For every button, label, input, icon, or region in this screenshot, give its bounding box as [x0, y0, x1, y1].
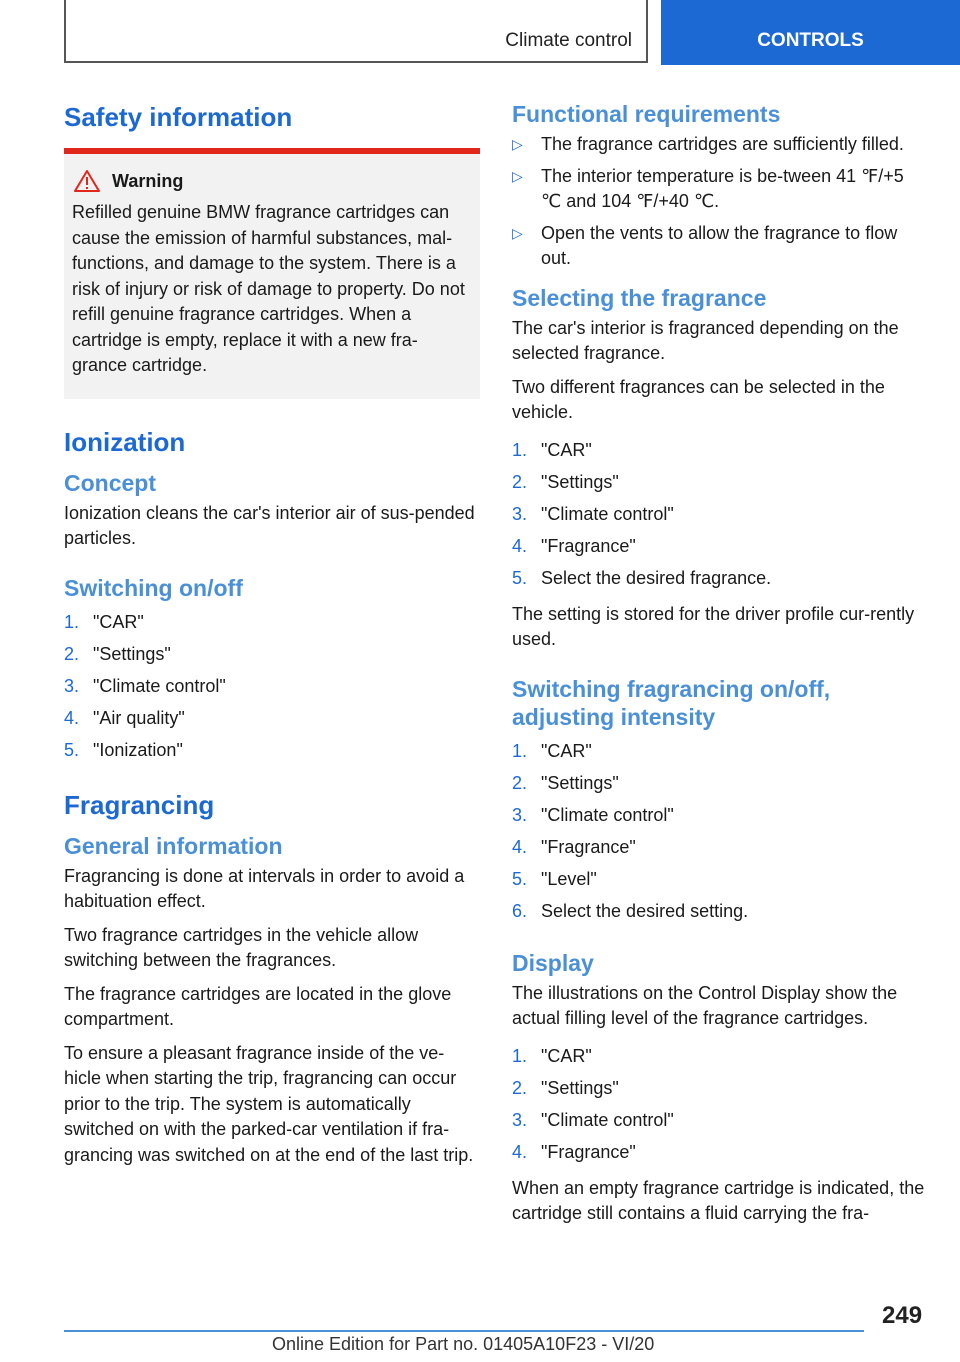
- list-item: 1. "CAR": [512, 439, 592, 460]
- list-item: 4. "Fragrance": [512, 836, 636, 857]
- list-item: ▷ Open the vents to allow the fragrance to flow out.: [512, 221, 927, 272]
- list-item: 1. "CAR": [512, 740, 592, 761]
- triangle-bullet-icon: ▷: [512, 136, 523, 152]
- list-item: 4. "Fragrance": [512, 1141, 636, 1162]
- warning-text: Refilled genuine BMW fragrance cartridges can cause the emission of harmful substances, mal-functions, and damage to the system. There is a risk of injury or risk of damage to property. Do not refill genuine fragrance cartridges. When a cartridge is empty, replace it with a new fra-grance cartridge.: [72, 202, 465, 375]
- list-item: ▷ The interior temperature is be-tween 41 ℉/+5 ℃ and 104 ℉/+40 ℃.: [512, 164, 927, 215]
- list-item: 3. "Climate control": [512, 1109, 674, 1130]
- warning-triangle-icon: [74, 170, 100, 192]
- general-heading: General information: [64, 832, 283, 859]
- general-text-2: Two fragrance cartridges in the vehicle allow switching between the fragrances.: [64, 924, 419, 970]
- concept-text: Ionization cleans the car's interior air of sus-pended particles.: [64, 502, 475, 548]
- edition-text: Online Edition for Part no. 01405A10F23 - VI/20: [272, 1334, 655, 1354]
- list-item: 5. "Level": [512, 868, 597, 889]
- left-column: [64, 100, 480, 1176]
- list-item: 3. "Climate control": [512, 804, 674, 825]
- list-item: ▷ The fragrance cartridges are sufficiently filled.: [512, 132, 927, 158]
- list-item: 1. "CAR": [64, 611, 144, 632]
- switching-heading: Switching on/off: [64, 574, 243, 601]
- select-text-1: The car's interior is fragranced depending on the selected fragrance.: [512, 317, 899, 363]
- list-item: 3. "Climate control": [64, 675, 226, 696]
- list-item: 6. Select the desired setting.: [512, 900, 749, 921]
- intensity-steps: [512, 735, 927, 927]
- header-frame: [64, 0, 648, 63]
- list-item: 2. "Settings": [512, 772, 619, 793]
- general-text-3: The fragrance cartridges are located in the glove compartment.: [64, 983, 452, 1029]
- select-text-2: Two different fragrances can be selected in the vehicle.: [512, 376, 885, 422]
- header-title: Climate control: [505, 30, 632, 51]
- switching-steps: [64, 606, 480, 766]
- intensity-heading: Switching fragrancing on/off, adjusting intensity: [512, 675, 831, 730]
- list-item: 5. Select the desired fragrance.: [512, 567, 772, 588]
- general-text-4: To ensure a pleasant fragrance inside of the ve-hicle when starting the trip, fragrancing can occur prior to the trip. The system is automatically switched on with the parked-car ventilation if fra-grancing was switched on at the end of the last trip.: [64, 1042, 474, 1165]
- warning-box: [64, 148, 480, 399]
- list-item: 3. "Climate control": [512, 503, 674, 524]
- general-text-1: Fragrancing is done at intervals in order to avoid a habituation effect.: [64, 865, 465, 911]
- list-item: 1. "CAR": [512, 1045, 592, 1066]
- list-item: 2. "Settings": [512, 1077, 619, 1098]
- requirements-list: [512, 132, 927, 272]
- select-text-3: The setting is stored for the driver profile cur-rently used.: [512, 603, 915, 649]
- safety-heading: Safety information: [64, 102, 293, 132]
- display-steps: [512, 1040, 927, 1168]
- list-item: 4. "Air quality": [64, 707, 185, 728]
- triangle-bullet-icon: ▷: [512, 224, 523, 241]
- list-item: 2. "Settings": [512, 471, 619, 492]
- list-item: 4. "Fragrance": [512, 535, 636, 556]
- right-column: [512, 100, 927, 1235]
- list-item: 2. "Settings": [64, 643, 171, 664]
- select-steps: [512, 434, 927, 594]
- selecting-heading: Selecting the fragrance: [512, 284, 767, 311]
- display-heading: Display: [512, 949, 594, 976]
- list-item: 5. "Ionization": [64, 739, 183, 760]
- ionization-heading: Ionization: [64, 426, 186, 457]
- triangle-bullet-icon: ▷: [512, 167, 523, 184]
- footer-divider: [64, 1330, 864, 1332]
- display-text-2: When an empty fragrance cartridge is indicated, the cartridge still contains a fluid carrying the fra-: [512, 1177, 925, 1223]
- page-number: 249: [882, 1302, 923, 1329]
- concept-heading: Concept: [64, 469, 156, 496]
- warning-label: Warning: [112, 170, 184, 191]
- display-text-1: The illustrations on the Control Display show the actual filling level of the fragrance cartridges.: [512, 982, 898, 1028]
- functional-requirements-heading: Functional requirements: [512, 101, 781, 127]
- section-tab: CONTROLS: [661, 0, 960, 65]
- fragrancing-heading: Fragrancing: [64, 789, 215, 820]
- warning-header: [72, 170, 472, 192]
